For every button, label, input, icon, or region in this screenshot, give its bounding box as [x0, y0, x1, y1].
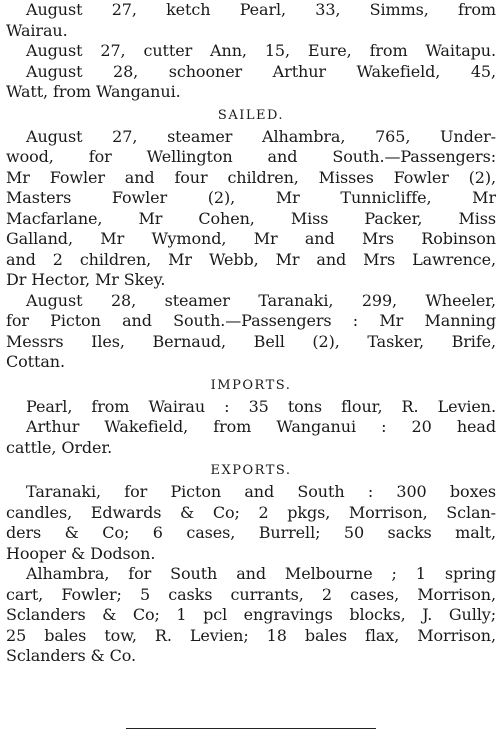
entry-line: Hooper & Dodson. [6, 543, 156, 563]
closing-rule [126, 728, 376, 729]
entry-line: August 27, steamer Alhambra, 765, Under- [26, 126, 496, 146]
sailed-entry [6, 127, 496, 291]
arrival-entry [6, 0, 496, 41]
entry-line: candles, Edwards & Co; 2 pkgs, Morrison, Sclan- [6, 502, 496, 522]
imports-entry [6, 417, 496, 458]
section-heading-exports: EXPORTS. [210, 463, 292, 478]
arrival-entry [6, 41, 496, 62]
entry-line: 25 bales tow, R. Levien; 18 bales flax, Morrison, [6, 625, 496, 645]
entry-line: August 28, schooner Arthur Wakefield, 45, [26, 61, 496, 81]
entry-line: and 2 children, Mr Webb, Mr and Mrs Lawrence, [6, 249, 496, 269]
entry-line: Masters Fowler (2), Mr Tunnicliffe, Mr [6, 188, 496, 207]
entry-line: Watt, from Wanganui. [6, 82, 181, 101]
section-heading-sailed: SAILED. [217, 107, 285, 123]
entry-line: August 27, ketch Pearl, 33, Simms, from [26, 0, 496, 19]
entry-line: wood, for Wellington and South.—Passengers: [6, 147, 496, 166]
entry-line: Arthur Wakefield, from Wanganui : 20 head [26, 417, 496, 436]
exports-entry [6, 564, 496, 667]
entry-line: Macfarlane, Mr Cohen, Miss Packer, Miss [6, 208, 496, 228]
entry-line: for Picton and South.—Passengers : Mr Manning [6, 311, 496, 330]
entry-line: Sclanders & Co; 1 pcl engravings blocks, J. Gully; [6, 605, 496, 624]
entry-line: Cottan. [6, 352, 65, 371]
entry-line: Dr Hector, Mr Skey. [6, 270, 166, 289]
entry-line: Sclanders & Co. [6, 646, 137, 665]
entry-line: cart, Fowler; 5 casks currants, 2 cases, Morrison, [6, 584, 496, 604]
entry-line: Galland, Mr Wymond, Mr and Mrs Robinson [6, 229, 496, 248]
arrival-entry [6, 62, 496, 103]
shipping-column [6, 0, 496, 667]
entry-line: August 27, cutter Ann, 15, Eure, from Waitapu. [26, 41, 496, 60]
entry-line: cattle, Order. [6, 437, 113, 457]
entry-line: Wairau. [6, 20, 68, 40]
entry-line: Taranaki, for Picton and South : 300 boxes [26, 482, 496, 501]
entry-line: Messrs Iles, Bernaud, Bell (2), Tasker, Brife, [6, 331, 496, 351]
entry-line: Alhambra, for South and Melbourne ; 1 spring [26, 564, 496, 583]
section-heading-imports: IMPORTS. [210, 377, 292, 393]
entry-line: August 28, steamer Taranaki, 299, Wheeler, [26, 290, 496, 310]
entry-line: Pearl, from Wairau : 35 tons flour, R. Levien. [26, 396, 496, 416]
exports-entry [6, 482, 496, 564]
sailed-entry [6, 291, 496, 373]
imports-entry [6, 397, 496, 418]
entry-line: Mr Fowler and four children, Misses Fowler (2), [6, 167, 496, 187]
entry-line: ders & Co; 6 cases, Burrell; 50 sacks malt, [6, 523, 496, 542]
